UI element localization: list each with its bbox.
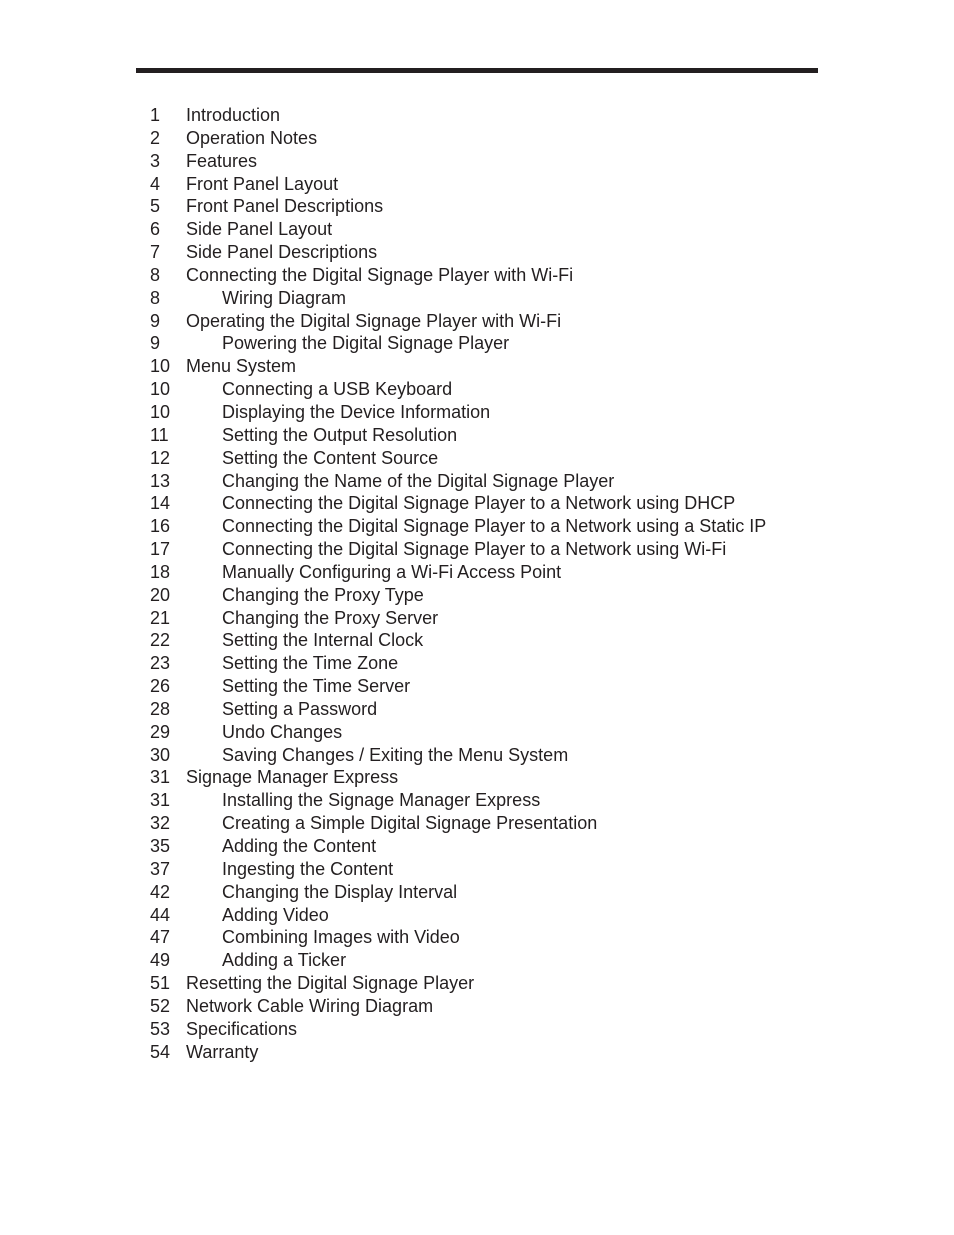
toc-section-title: Menu System: [186, 356, 297, 377]
toc-entry[interactable]: [150, 332, 766, 355]
toc-subsection-title: Manually Configuring a Wi-Fi Access Point: [222, 561, 562, 582]
toc-entry[interactable]: [150, 492, 766, 515]
toc-subsection-title: Changing the Proxy Server: [222, 607, 439, 628]
toc-subsection-title: Adding Video: [222, 904, 329, 925]
toc-section-title: Front Panel Descriptions: [186, 196, 384, 217]
toc-page-number: 42: [150, 881, 171, 902]
toc-subsection-title: Setting the Time Zone: [222, 653, 399, 674]
toc-page-number: 16: [150, 516, 171, 537]
toc-entry[interactable]: [150, 515, 766, 538]
toc-page-number: 4: [150, 173, 161, 194]
toc-page-number: 10: [150, 356, 171, 377]
toc-page-number: 1: [150, 105, 161, 125]
toc-entry[interactable]: [150, 721, 766, 744]
toc-page-number: 53: [150, 1018, 171, 1039]
toc-entry[interactable]: [150, 858, 766, 881]
table-of-contents: [150, 104, 766, 1063]
toc-entry[interactable]: [150, 744, 766, 767]
toc-section-title: Front Panel Layout: [186, 173, 339, 194]
toc-subsection-title: Wiring Diagram: [222, 287, 347, 308]
toc-subsection-title: Installing the Signage Manager Express: [222, 790, 541, 811]
toc-subsection-title: Changing the Display Interval: [222, 881, 458, 902]
toc-page-number: 9: [150, 310, 161, 331]
toc-page-number: 32: [150, 813, 171, 834]
toc-entry[interactable]: [150, 218, 766, 241]
toc-page-number: 5: [150, 196, 161, 217]
toc-subsection-title: Connecting a USB Keyboard: [222, 379, 453, 400]
toc-page-number: 7: [150, 242, 161, 263]
toc-subsection-title: Adding a Ticker: [222, 950, 347, 971]
toc-subsection-title: Creating a Simple Digital Signage Presentation: [222, 813, 598, 834]
toc-entry[interactable]: [150, 812, 766, 835]
toc-entry[interactable]: [150, 538, 766, 561]
toc-page-number: 8: [150, 287, 161, 308]
toc-page-number: 26: [150, 676, 171, 697]
toc-entry[interactable]: [150, 949, 766, 972]
toc-page-number: 8: [150, 264, 161, 285]
toc-entry[interactable]: [150, 972, 766, 995]
toc-page-number: 30: [150, 744, 171, 765]
toc-page-number: 2: [150, 127, 161, 148]
toc-section-title: Specifications: [186, 1018, 298, 1039]
toc-page-number: 10: [150, 401, 171, 422]
toc-subsection-title: Setting the Internal Clock: [222, 630, 424, 651]
toc-page-number: 17: [150, 539, 171, 560]
toc-section-title: Connecting the Digital Signage Player with Wi-Fi: [186, 264, 574, 285]
toc-page-number: 6: [150, 219, 161, 240]
toc-entry[interactable]: [150, 698, 766, 721]
toc-subsection-title: Changing the Proxy Type: [222, 584, 424, 605]
toc-page-number: 11: [150, 424, 169, 445]
toc-entry[interactable]: [150, 926, 766, 949]
toc-subsection-title: Setting the Content Source: [222, 447, 439, 468]
toc-section-title: Side Panel Layout: [186, 219, 333, 240]
toc-section-title: Warranty: [186, 1041, 259, 1062]
toc-entry[interactable]: [150, 104, 766, 127]
toc-subsection-title: Ingesting the Content: [222, 858, 394, 879]
toc-section-title: Network Cable Wiring Diagram: [186, 995, 434, 1016]
toc-entry[interactable]: [150, 150, 766, 173]
toc-section-title: Introduction: [186, 105, 281, 125]
toc-entry[interactable]: [150, 470, 766, 493]
toc-page-number: 20: [150, 584, 171, 605]
toc-subsection-title: Adding the Content: [222, 836, 377, 856]
toc-section-title: Side Panel Descriptions: [186, 242, 378, 263]
toc-entry[interactable]: [150, 561, 766, 584]
toc-page-number: 10: [150, 379, 171, 400]
toc-subsection-title: Saving Changes / Exiting the Menu System: [222, 744, 569, 765]
toc-entry[interactable]: [150, 173, 766, 196]
toc-page-number: 31: [150, 790, 171, 811]
toc-subsection-title: Connecting the Digital Signage Player to a Network using DHCP: [222, 493, 736, 514]
toc-page-number: 52: [150, 995, 171, 1016]
toc-section-title: Operation Notes: [186, 127, 318, 148]
header-rule: [136, 68, 818, 73]
toc-page-number: 35: [150, 836, 171, 856]
toc-subsection-title: Displaying the Device Information: [222, 401, 491, 422]
toc-page-number: 12: [150, 447, 171, 468]
toc-page-number: 51: [150, 973, 171, 994]
toc-entry[interactable]: [150, 675, 766, 698]
toc-entry[interactable]: [150, 355, 766, 378]
toc-subsection-title: Powering the Digital Signage Player: [222, 333, 510, 354]
toc-section-title: Operating the Digital Signage Player with Wi-Fi: [186, 310, 562, 331]
toc-entry[interactable]: [150, 378, 766, 401]
toc-subsection-title: Connecting the Digital Signage Player to a Network using a Static IP: [222, 516, 767, 537]
toc-section-title: Resetting the Digital Signage Player: [186, 973, 475, 994]
toc-page-number: 18: [150, 561, 171, 582]
toc-subsection-title: Connecting the Digital Signage Player to a Network using Wi-Fi: [222, 539, 727, 560]
toc-entry[interactable]: [150, 881, 766, 904]
toc-subsection-title: Setting a Password: [222, 698, 378, 719]
toc-entry[interactable]: [150, 447, 766, 470]
toc-page-number: 37: [150, 858, 171, 879]
toc-entry[interactable]: [150, 995, 766, 1018]
toc-entry[interactable]: [150, 652, 766, 675]
toc-page-number: 47: [150, 927, 171, 948]
toc-entry[interactable]: [150, 607, 766, 630]
toc-entry[interactable]: [150, 310, 766, 333]
toc-entry[interactable]: [150, 127, 766, 150]
toc-entry[interactable]: [150, 584, 766, 607]
toc-page-number: 44: [150, 904, 171, 925]
toc-entry[interactable]: [150, 241, 766, 264]
toc-entry[interactable]: [150, 904, 766, 927]
toc-page-number: 3: [150, 150, 161, 171]
toc-entry[interactable]: [150, 264, 766, 287]
toc-page-number: 28: [150, 698, 171, 719]
toc-subsection-title: Changing the Name of the Digital Signage Player: [222, 470, 615, 491]
toc-section-title: Features: [186, 150, 258, 171]
toc-entry[interactable]: [150, 1018, 766, 1041]
toc-section-title: Signage Manager Express: [186, 767, 399, 788]
toc-subsection-title: Setting the Output Resolution: [222, 424, 458, 445]
toc-page-number: 54: [150, 1041, 171, 1062]
toc-entry[interactable]: [150, 766, 766, 789]
toc-page-number: 21: [150, 607, 171, 628]
toc-page-number: 23: [150, 653, 171, 674]
toc-entry[interactable]: [150, 629, 766, 652]
toc-page-number: 29: [150, 721, 171, 742]
toc-entry[interactable]: [150, 789, 766, 812]
toc-entry[interactable]: [150, 195, 766, 218]
toc-subsection-title: Setting the Time Server: [222, 676, 411, 697]
toc-subsection-title: Undo Changes: [222, 721, 343, 742]
toc-page-number: 22: [150, 630, 171, 651]
toc-entry[interactable]: [150, 1041, 766, 1064]
toc-page-number: 31: [150, 767, 171, 788]
toc-entry[interactable]: [150, 835, 766, 858]
toc-entry[interactable]: [150, 424, 766, 447]
toc-page-number: 13: [150, 470, 171, 491]
toc-entry[interactable]: [150, 401, 766, 424]
toc-subsection-title: Combining Images with Video: [222, 927, 460, 948]
toc-page-number: 14: [150, 493, 171, 514]
toc-entry[interactable]: [150, 287, 766, 310]
toc-page-number: 9: [150, 333, 161, 354]
toc-page-number: 49: [150, 950, 171, 971]
